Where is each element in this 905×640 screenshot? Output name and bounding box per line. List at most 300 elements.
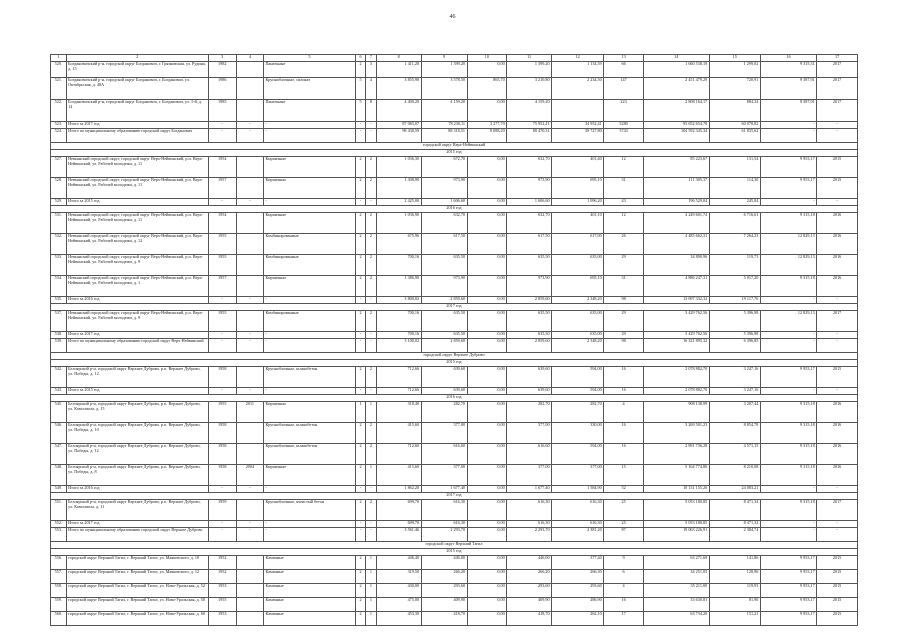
table-cell: 6 396,85	[709, 339, 760, 353]
table-cell: -	[760, 129, 816, 143]
table-cell: Каменные	[263, 556, 355, 570]
table-cell: -	[817, 332, 858, 339]
table-row	[51, 465, 858, 486]
table-cell: 556.	[51, 556, 67, 570]
table-cell: 635,00	[552, 311, 604, 332]
table-cell: 2 425,00	[376, 199, 421, 206]
table-cell: 594,00	[552, 388, 604, 395]
table-cell: 0,00	[467, 528, 507, 542]
table-cell: -	[236, 528, 263, 542]
table-cell: 2016	[817, 255, 858, 276]
table-cell: -	[236, 332, 263, 339]
table-cell: 16	[604, 388, 644, 395]
table-cell: 85 223,67	[643, 157, 709, 178]
table-cell: 635,50	[421, 332, 467, 339]
table-cell: 549.	[51, 486, 67, 493]
section-heading-row	[51, 493, 858, 500]
table-cell: 632,70	[507, 213, 552, 234]
table-row	[51, 157, 858, 178]
table-cell: -	[366, 528, 376, 542]
section-heading-row	[51, 353, 858, 360]
table-cell: 17	[604, 612, 644, 626]
table-cell: 2015	[817, 178, 858, 199]
table-cell: 559.	[51, 598, 67, 612]
table-cell: 2	[366, 157, 376, 178]
table-cell: 0,00	[467, 178, 507, 199]
table-cell: городской округ Верхний Тагил, г. Верхний Тагил, ул. Маяковского, д. 10	[66, 556, 208, 570]
table-cell: 15	[604, 465, 644, 486]
table-cell: 3 561,46	[376, 528, 421, 542]
table-cell: 409,90	[507, 598, 552, 612]
table-cell: 973,90	[421, 178, 467, 199]
table-cell: 3 210,80	[507, 78, 552, 100]
table-cell: 712,66	[376, 388, 421, 395]
table-cell: -	[208, 521, 236, 528]
table-cell: 4 159,20	[421, 100, 467, 122]
table-row	[51, 402, 858, 423]
table-cell: -	[236, 129, 263, 143]
table-cell: 0,00	[467, 444, 507, 465]
table-cell: 81,90	[709, 598, 760, 612]
table-cell: 1955	[208, 234, 236, 255]
table-cell: Итого по муниципальному образованию городской округ Верх-Нейвинский	[66, 339, 208, 353]
table-cell: -	[817, 199, 858, 206]
table-cell: 5	[355, 78, 365, 100]
table-cell: -	[760, 528, 816, 542]
table-cell: 1 862,20	[376, 486, 421, 493]
table-cell: 695,10	[552, 178, 604, 199]
table-cell: 2	[355, 500, 365, 521]
table-cell: 0,00	[467, 598, 507, 612]
table-cell: 2015	[817, 584, 858, 598]
table-row	[51, 100, 858, 122]
table-cell	[236, 367, 263, 388]
table-cell: 522.	[51, 100, 67, 122]
table-cell: 2017	[817, 78, 858, 100]
table-cell: 95 652 654,78	[643, 122, 709, 129]
table-cell: 9 387,91	[760, 100, 816, 122]
table-cell: Итого за 2016 год	[66, 297, 208, 304]
table-cell: 2	[355, 612, 365, 626]
table-cell: 2 381,20	[552, 528, 604, 542]
table-cell: 0,00	[467, 500, 507, 521]
table-cell: 616,30	[421, 500, 467, 521]
table-cell: городской округ Верхний Тагил, г. Верхний Тагил, ул. Ново-Уральская, д. 58	[66, 598, 208, 612]
table-cell: -	[366, 199, 376, 206]
table-cell	[236, 178, 263, 199]
table-cell: 535.	[51, 297, 67, 304]
section-heading: 2015 год	[51, 549, 858, 556]
table-cell: 0,00	[467, 402, 507, 423]
table-cell: -	[208, 199, 236, 206]
table-cell: 2 859,60	[421, 339, 467, 353]
table-row	[51, 584, 858, 598]
table-cell	[236, 100, 263, 122]
table-cell: 3 277,70	[467, 122, 507, 129]
table-cell: Богдановичский р-н, городской округ Богданович, г. Богданович, ул. Октябрьская, д. 48А	[66, 78, 208, 100]
table-cell: 552.	[51, 521, 67, 528]
table-cell: 9 953,17	[760, 584, 816, 598]
table-cell: 532.	[51, 234, 67, 255]
table-cell	[236, 276, 263, 297]
table-cell: 26	[604, 234, 644, 255]
table-cell: -	[236, 122, 263, 129]
table-cell: 1 411,20	[376, 62, 421, 78]
table-cell: 34 251,05	[643, 570, 709, 584]
table-cell: 635,00	[552, 332, 604, 339]
table-cell: 699,70	[376, 500, 421, 521]
table-cell: Итого по муниципальному образованию городской округ Верхнее Дуброво	[66, 528, 208, 542]
table-cell: 8 088,20	[467, 129, 507, 143]
table-cell: 39 727,80	[552, 129, 604, 143]
table-cell: 616,60	[507, 444, 552, 465]
table-cell: -	[760, 297, 816, 304]
table-cell: 3 800,82	[376, 297, 421, 304]
table-cell: 0,00	[467, 199, 507, 206]
table-cell: 0,00	[467, 297, 507, 304]
table-cell: 700,16	[376, 311, 421, 332]
table-cell: 245,84	[709, 199, 760, 206]
table-cell	[236, 500, 263, 521]
table-cell: 0,00	[467, 465, 507, 486]
table-cell: 635,00	[552, 255, 604, 276]
table-cell: -	[760, 486, 816, 493]
table-cell: 0,00	[467, 521, 507, 528]
table-cell: 104 592 345,34	[643, 129, 709, 143]
table-cell: 2	[366, 234, 376, 255]
table-cell: 635,50	[507, 311, 552, 332]
table-cell: Панельные	[263, 62, 355, 78]
table-cell: -	[760, 521, 816, 528]
table-cell: 19 063 226,91	[643, 528, 709, 542]
column-number: 11	[507, 55, 552, 62]
table-cell: 0,00	[467, 100, 507, 122]
table-cell: 2	[355, 311, 365, 332]
column-number: 9	[421, 55, 467, 62]
table-cell: 616,30	[507, 521, 552, 528]
table-cell: 10 131 155,26	[643, 486, 709, 493]
table-cell: 537.	[51, 311, 67, 332]
table-cell	[236, 556, 263, 570]
table-cell: 401,40	[552, 157, 604, 178]
table-cell: 521.	[51, 78, 67, 100]
table-cell: 4 249 601,74	[643, 213, 709, 234]
table-cell: -	[366, 521, 376, 528]
table-cell: 2 293,70	[421, 528, 467, 542]
section-heading-row	[51, 304, 858, 311]
table-cell: 34 952,41	[552, 122, 604, 129]
table-cell: Богдановичский р-н, городской округ Богданович, г. Грязновская, ул. Рудина, д. 15	[66, 62, 208, 78]
table-cell: 542.	[51, 367, 67, 388]
table-cell	[236, 423, 263, 444]
table-cell: 2	[355, 178, 365, 199]
table-cell: -	[760, 332, 816, 339]
table-cell: 884,34	[709, 100, 760, 122]
table-cell: -	[817, 122, 858, 129]
table-cell: 700,16	[376, 332, 421, 339]
table-cell: -	[208, 297, 236, 304]
table-cell: -	[263, 528, 355, 542]
table-cell: 635,50	[421, 255, 467, 276]
table-cell: 639,60	[421, 388, 467, 395]
table-cell: 1 677,40	[421, 486, 467, 493]
table-row	[51, 521, 858, 528]
table-cell: 632,70	[507, 157, 552, 178]
table-row	[51, 332, 858, 339]
column-number: 17	[817, 55, 858, 62]
table-cell: 594,00	[552, 444, 604, 465]
table-cell: -	[263, 129, 355, 143]
table-cell: 4	[604, 402, 644, 423]
table-cell: 1 134,59	[552, 62, 604, 78]
table-cell: 539.	[51, 339, 67, 353]
table-cell: -	[208, 129, 236, 143]
table-row	[51, 612, 858, 626]
table-cell: 712,60	[376, 444, 421, 465]
table-cell: Кирпичные	[263, 465, 355, 486]
column-number: 7	[366, 55, 376, 62]
table-cell: 908 138,99	[643, 402, 709, 423]
table-cell: 5743	[604, 129, 644, 143]
table-cell: 3 429 762,56	[643, 311, 709, 332]
table-cell: 66	[604, 62, 644, 78]
table-cell: 88 318,51	[421, 129, 467, 143]
table-cell: -	[366, 486, 376, 493]
column-number: 3	[208, 55, 236, 62]
table-cell: 557.	[51, 570, 67, 584]
table-cell: городской округ Верхний Тагил, г. Верхний Тагил, ул. Маяковского, д. 12	[66, 570, 208, 584]
table-cell: 2	[355, 255, 365, 276]
table-cell: Итого по муниципальному образованию городской округ Богданович	[66, 129, 208, 143]
table-cell: 2	[366, 178, 376, 199]
table-cell: -	[208, 528, 236, 542]
table-cell: 617,50	[421, 234, 467, 255]
table-cell: 4 400,20	[376, 100, 421, 122]
table-cell: -	[236, 521, 263, 528]
section-heading-row	[51, 143, 858, 150]
table-cell: -	[355, 297, 365, 304]
table-row	[51, 199, 858, 206]
section-heading-row	[51, 395, 858, 402]
table-cell: Комбинированные	[263, 234, 355, 255]
table-cell: -	[236, 297, 263, 304]
table-cell: 5280	[604, 122, 644, 129]
table-cell: 973,90	[507, 276, 552, 297]
table-cell: 2	[355, 598, 365, 612]
table-cell: 430,00	[376, 584, 421, 598]
column-number: 4	[236, 55, 263, 62]
table-cell: 8	[366, 100, 376, 122]
table-cell: -	[208, 486, 236, 493]
column-number: 1	[51, 55, 67, 62]
table-cell: 672,70	[421, 157, 467, 178]
table-cell: 330,00	[552, 423, 604, 444]
table-cell: 196 529,04	[643, 199, 709, 206]
table-cell: -	[760, 199, 816, 206]
table-cell: 9 315,31	[760, 62, 816, 78]
table-cell: -	[366, 129, 376, 143]
table-cell: 9 953,17	[760, 157, 816, 178]
table-cell: 78 230,11	[421, 122, 467, 129]
table-cell: -	[366, 388, 376, 395]
table-cell: -	[760, 339, 816, 353]
table-cell: 2 808 164,17	[643, 100, 709, 122]
table-cell: 2016	[817, 213, 858, 234]
table-cell: 1 386,90	[376, 276, 421, 297]
table-cell: -	[817, 339, 858, 353]
table-cell: городской округ Верхний Тагил, г. Верхний Тагил, ул. Ново-Уральская, д. 60	[66, 612, 208, 626]
table-cell: 4 159,20	[507, 100, 552, 122]
table-cell: 3 207,44	[709, 402, 760, 423]
table-cell: 3 100,02	[376, 339, 421, 353]
column-number: 15	[709, 55, 760, 62]
table-cell: -	[208, 388, 236, 395]
table-cell: 5 053 180,85	[643, 521, 709, 528]
table-cell: 282,70	[421, 402, 467, 423]
table-cell: Крупноблочные, шлакобетон	[263, 444, 355, 465]
table-cell: 2	[366, 311, 376, 332]
table-cell: -	[263, 199, 355, 206]
table-cell: -	[817, 486, 858, 493]
table-cell: 266,20	[507, 570, 552, 584]
table-cell: 2015	[817, 556, 858, 570]
table-cell: 31	[604, 178, 644, 199]
table-cell: 9 315,18	[760, 465, 816, 486]
table-cell: 2	[355, 157, 365, 178]
table-cell: Невьянский городской округ, городской округ Верх-Нейвинский, р.п. Верх-Нейвинский, ул. Рабочей молодежи, д. 11	[66, 213, 208, 234]
table-cell: 2	[366, 423, 376, 444]
column-number: 16	[760, 55, 816, 62]
table-cell: 9 315,18	[760, 276, 816, 297]
table-cell: 6	[604, 570, 644, 584]
table-cell: 2016	[817, 444, 858, 465]
table-cell: -	[263, 339, 355, 353]
column-number: 8	[376, 55, 421, 62]
table-cell: -	[355, 122, 365, 129]
table-cell: Итого за 2015 год	[66, 199, 208, 206]
section-heading: 2016 год	[51, 206, 858, 213]
table-cell: 2 078 882,70	[643, 367, 709, 388]
table-cell: 2 451 479,29	[643, 78, 709, 100]
table-cell: -	[263, 122, 355, 129]
table-cell: 63 271,69	[643, 556, 709, 570]
table-cell: 2 859,60	[507, 339, 552, 353]
table-cell: 2016	[817, 423, 858, 444]
table-cell: -	[366, 339, 376, 353]
table-cell: 25	[604, 521, 644, 528]
table-cell: 1 036,90	[376, 213, 421, 234]
table-cell: Итого за 2015 год	[66, 388, 208, 395]
table-cell: Невьянский городской округ, городской округ Верх-Нейвинский, р.п. Верх-Нейвинский, ул. Рабочей молодежи, д. 1	[66, 276, 208, 297]
table-cell: 1	[366, 584, 376, 598]
table-cell: Кирпичные	[263, 213, 355, 234]
table-row	[51, 367, 858, 388]
table-cell: 9	[604, 556, 644, 570]
table-cell: 141,86	[709, 556, 760, 570]
table-cell: 639,60	[507, 388, 552, 395]
table-cell: 7 264,23	[709, 234, 760, 255]
table-cell: 0,00	[467, 213, 507, 234]
table-cell: 2	[355, 444, 365, 465]
table-row	[51, 78, 858, 100]
table-row	[51, 311, 858, 332]
table-cell: -	[263, 486, 355, 493]
table-cell	[236, 213, 263, 234]
section-heading: 2017 год	[51, 493, 858, 500]
table-cell: 75 952,41	[507, 122, 552, 129]
table-row	[51, 213, 858, 234]
table-cell: 43	[604, 199, 644, 206]
table-cell: 446,00	[421, 556, 467, 570]
table-cell: 1 660 538,19	[643, 62, 709, 78]
table-cell: 3 578,50	[421, 78, 467, 100]
table-cell: 4 886 247,31	[643, 276, 709, 297]
table-cell: 8 854,78	[709, 423, 760, 444]
table-cell: 973,90	[421, 276, 467, 297]
table-cell: 319,50	[376, 570, 421, 584]
table-cell: 2	[366, 276, 376, 297]
table-row	[51, 129, 858, 143]
table-cell: 1	[366, 465, 376, 486]
table-cell	[236, 612, 263, 626]
table-cell: 401,10	[552, 213, 604, 234]
table-row	[51, 339, 858, 353]
section-heading-row	[51, 542, 858, 549]
table-cell: 409,90	[421, 598, 467, 612]
table-cell: 2015	[817, 612, 858, 626]
table-cell: 1	[366, 556, 376, 570]
table-cell: 865,70	[467, 78, 507, 100]
table-cell: 5	[355, 100, 365, 122]
table-cell: 617,00	[552, 234, 604, 255]
table-cell: 2	[355, 276, 365, 297]
table-row	[51, 178, 858, 199]
section-heading: 2016 год	[51, 395, 858, 402]
table-cell: 529.	[51, 199, 67, 206]
table-cell: 1952	[208, 556, 236, 570]
section-heading: городской округ Верх-Нейвинский	[51, 143, 858, 150]
table-cell: -	[355, 486, 365, 493]
table-cell: 293,60	[421, 584, 467, 598]
table-cell: 2 348,20	[552, 339, 604, 353]
table-cell: 528.	[51, 178, 67, 199]
table-cell: 2	[366, 367, 376, 388]
table-cell: 2	[355, 556, 365, 570]
section-heading-row	[51, 549, 858, 556]
table-cell: 0,00	[467, 234, 507, 255]
table-cell: 3 247,16	[709, 367, 760, 388]
table-cell: Невьянский городской округ, городской округ Верх-Нейвинский, р.п. Верх-Нейвинский, ул. Рабочей молодежи, д. 12	[66, 234, 208, 255]
table-cell: 9 953,17	[760, 178, 816, 199]
table-cell: 531.	[51, 213, 67, 234]
table-cell: -	[355, 528, 365, 542]
table-cell: 1 606,60	[421, 199, 467, 206]
table-cell: -	[817, 129, 858, 143]
table-cell: 632,70	[421, 213, 467, 234]
table-cell: -	[355, 521, 365, 528]
table-cell: 1955	[208, 255, 236, 276]
table-row	[51, 234, 858, 255]
table-cell: 3 855,90	[376, 78, 421, 100]
table-cell: 5 396,98	[709, 311, 760, 332]
table-cell: Комбинированные	[263, 311, 355, 332]
table-cell: 446,40	[376, 556, 421, 570]
table-cell: 1	[366, 570, 376, 584]
table-cell: 2016	[817, 465, 858, 486]
table-row	[51, 500, 858, 521]
table-cell: 524.	[51, 129, 67, 143]
table-cell: 617,50	[507, 234, 552, 255]
